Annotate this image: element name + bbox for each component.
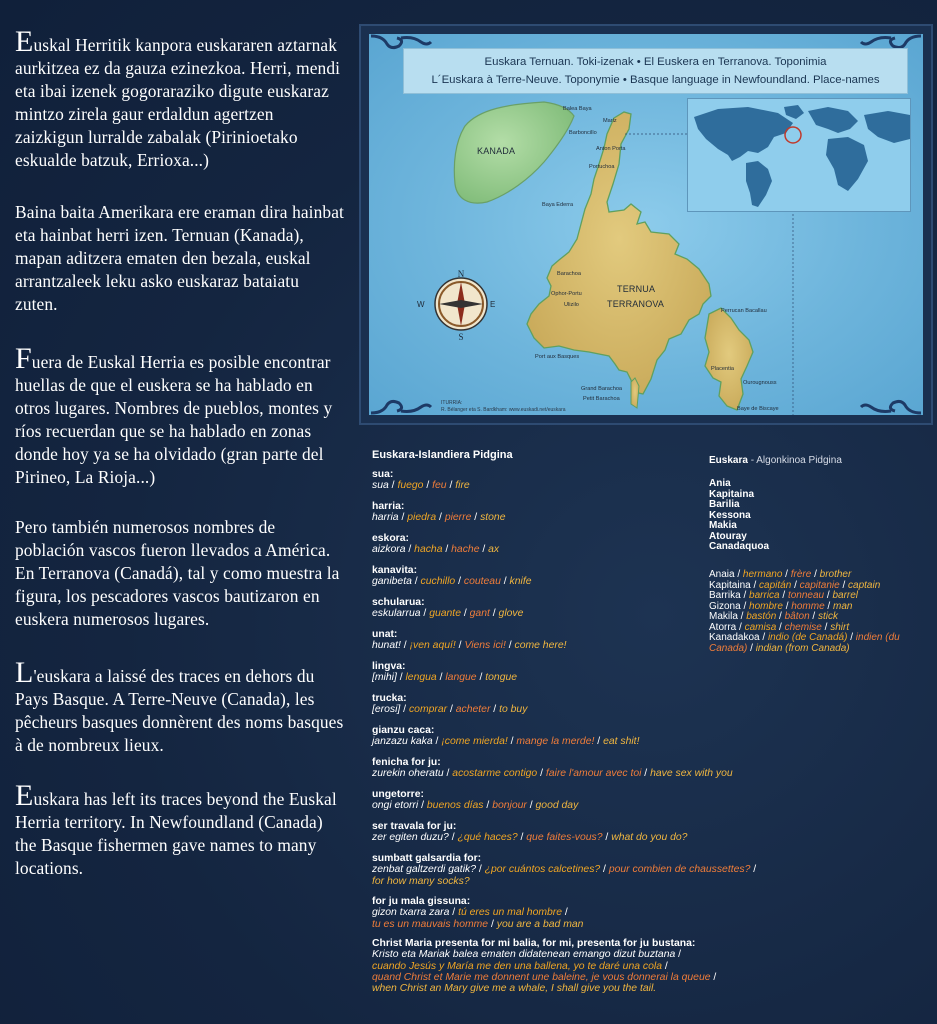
lex-word: eskora:	[372, 533, 409, 544]
lex-translations	[372, 864, 772, 887]
lex-word: for ju mala gissuna:	[372, 896, 471, 907]
algonquin-eu: Gizona	[709, 600, 741, 612]
lex-fr: bonjour	[492, 800, 527, 812]
separator: /	[594, 736, 604, 748]
compass-n: N	[457, 269, 465, 279]
lex-es: buenos días	[426, 800, 484, 812]
lex-eu: [erosi]	[372, 704, 401, 716]
lex-es: lengua	[405, 672, 437, 684]
place-placentia: Placentia	[711, 366, 735, 372]
separator: /	[447, 704, 456, 716]
separator: /	[396, 672, 406, 684]
lex-entry	[372, 693, 772, 716]
lex-entry	[372, 821, 772, 844]
algonquin-en: shirt	[830, 621, 850, 633]
place-balea-baya: Balea Baya	[563, 106, 592, 112]
separator: /	[740, 600, 750, 612]
algonquin-eu: Anaia	[709, 569, 735, 580]
separator: /	[710, 971, 717, 983]
lex-fr: quand Christ et Marie me donnent une baleine, je vous donnerai la queue	[372, 971, 711, 983]
place-petit-barachoa: Petit Barachoa	[583, 396, 620, 402]
lex-en: eat shit!	[603, 736, 640, 748]
separator: /	[479, 544, 489, 556]
separator: /	[779, 590, 788, 601]
lex-fr: hache	[451, 544, 480, 556]
intro-text-column	[15, 25, 345, 913]
algonquin-word: Makia	[709, 520, 737, 531]
separator: /	[471, 512, 481, 524]
separator: /	[475, 864, 485, 876]
separator: /	[443, 768, 453, 780]
separator: /	[460, 608, 470, 620]
lex-translations	[372, 832, 772, 843]
separator: /	[782, 600, 792, 612]
lex-word: kanavita:	[372, 565, 418, 576]
paragraph-french	[15, 656, 345, 757]
paragraph-text: uskara has left its traces beyond the Euskal Herria territory. In Newfoundland (Canada) the Basque fishermen gave names to many locations.	[15, 789, 337, 878]
lex-es: fuego	[397, 480, 424, 492]
lex-en: to buy	[499, 704, 528, 716]
lex-fr: que faites-vous?	[526, 832, 603, 844]
lex-entry	[372, 757, 772, 780]
lex-en: fire	[455, 480, 470, 492]
separator: /	[811, 569, 820, 580]
compass-rose-icon	[429, 268, 496, 342]
drop-cap: E	[15, 25, 34, 58]
algonquin-word-list	[709, 479, 769, 553]
separator: /	[759, 632, 768, 643]
separator: /	[747, 642, 756, 654]
place-baya-ederra: Baya Ederra	[542, 202, 574, 208]
lex-translations	[372, 704, 772, 715]
lex-eu: sua	[372, 480, 389, 492]
map-source: ITURRIA: R. Bélanger eta S. Bardkham: www.euskadi.net/euskara	[441, 400, 566, 413]
separator: /	[388, 480, 398, 492]
algonquin-fr: indien (du Canada)	[709, 632, 900, 654]
map-title-line-1: Euskara Ternuan. Toki-izenak • El Euskera en Terranova. Toponimia	[484, 56, 827, 68]
lex-fr: mange la merde!	[516, 736, 595, 748]
lex-entry	[372, 789, 772, 812]
separator: /	[483, 800, 493, 812]
separator: /	[824, 600, 833, 612]
lex-eu: ganibeta	[372, 576, 412, 588]
separator: /	[488, 918, 497, 930]
region-label-kanada: KANADA	[477, 146, 516, 156]
lex-entry	[372, 896, 772, 930]
lex-word: schularua:	[372, 597, 425, 608]
lex-fr: pierre	[444, 512, 472, 524]
algonquin-en: captain	[848, 579, 881, 591]
separator: /	[490, 704, 500, 716]
algonquin-en: indian (from Canada)	[755, 642, 850, 654]
separator: /	[476, 672, 486, 684]
lex-eu: ongi etorri	[372, 800, 419, 812]
lex-translations	[372, 768, 772, 779]
separator: /	[562, 907, 568, 919]
world-inset-map	[687, 98, 911, 212]
algonquin-es: camisa	[744, 621, 777, 633]
algonquin-es: capitán	[759, 579, 792, 591]
lex-en: glove	[498, 608, 524, 620]
lex-fr: acheter	[455, 704, 491, 716]
lex-word: Christ Maria presenta for mi balia, for mi, presenta for ju bustana:	[372, 938, 696, 949]
algonquin-es: barrica	[749, 590, 780, 601]
place-anton-porta: Anton Porta	[596, 146, 626, 152]
lex-es: guante	[429, 608, 461, 620]
drop-cap: L	[15, 656, 34, 689]
lex-es: ¿por cuántos calcetines?	[484, 864, 601, 876]
algonquin-word: Barilia	[709, 499, 740, 510]
place-perrucan-bacallau: Perrucan Bacallau	[721, 308, 767, 314]
lex-eu: eskularrua	[372, 608, 421, 620]
separator: /	[847, 632, 856, 643]
lex-fr: tu es un mauvais homme	[372, 918, 489, 930]
newfoundland-map	[359, 24, 933, 425]
place-mariz: Mariz	[603, 118, 617, 124]
separator: /	[821, 621, 831, 633]
separator: /	[507, 736, 517, 748]
separator: /	[411, 576, 421, 588]
lex-word: gianzu caca:	[372, 725, 435, 736]
lex-eu: janzazu kaka	[372, 736, 433, 748]
paragraph-text: 'euskara a laissé des traces en dehors du Pays Basque. A Terre-Neuve (Canada), les pêcheurs basques donnèrent des noms basques à de nombreux lieux.	[15, 666, 344, 755]
paragraph-text: uskal Herritik kanpora euskararen aztarnak aurkitzea ez da gauza ezinezkoa. Herri, mendi eta ibai izenek gogoraraziko digute euskaraz mintzo zirela gaur erdaldun agertzen zaizkigun lurralde zabalak (Pirinioetako eskualde batzuk, Errioxa...)	[15, 35, 341, 170]
separator: /	[436, 512, 445, 524]
lex-es: cuando Jesús y María me den una ballena, yo te daré una cola	[372, 960, 662, 972]
algonquin-eu: Makila	[709, 611, 738, 622]
separator: /	[809, 611, 818, 622]
algonquin-es: hermano	[742, 569, 783, 580]
lex-eu: Kristo eta Mariak balea ematen didatenean emango dizut buztana	[372, 949, 676, 961]
algonquin-fr: chemise	[784, 621, 822, 633]
separator: /	[641, 768, 651, 780]
separator: /	[776, 611, 785, 622]
lex-word: sua:	[372, 469, 394, 480]
separator: /	[737, 611, 747, 622]
lex-en: ax	[488, 544, 500, 556]
separator: /	[750, 864, 757, 876]
algonquin-word: Canadaquoa	[709, 541, 770, 552]
separator: /	[446, 480, 456, 492]
lex-fr: gant	[469, 608, 490, 620]
place-baye-de-biscaye: Baye de Biscaye	[737, 406, 779, 412]
lex-entry	[372, 661, 772, 684]
region-label-terranova: TERRANOVA	[607, 299, 665, 309]
separator: /	[448, 832, 458, 844]
lex-entry	[372, 725, 772, 748]
lex-es: ¡come mierda!	[441, 736, 508, 748]
lex-eu: harria	[372, 512, 399, 524]
separator: /	[839, 579, 849, 591]
icelandic-pidgin-title: Euskara-Islandiera Pidgina	[372, 449, 513, 461]
separator: /	[455, 640, 465, 652]
lex-en: have sex with you	[650, 768, 733, 780]
lex-en: you are a bad man	[496, 918, 584, 930]
lex-word: harria:	[372, 501, 405, 512]
separator: /	[740, 590, 750, 601]
lex-eu: zenbat galtzerdi gatik?	[372, 864, 476, 876]
algonquin-word: Atouray	[709, 530, 747, 542]
lex-es: piedra	[407, 512, 437, 524]
lex-word: lingva:	[372, 661, 406, 672]
lex-es: ¿qué haces?	[457, 832, 518, 844]
algonquin-en: man	[832, 600, 853, 612]
separator: /	[517, 832, 527, 844]
lex-en: what do you do?	[611, 832, 688, 844]
lex-word: ser travala for ju:	[372, 821, 457, 832]
map-title-line-2: L´Euskara à Terre-Neuve. Toponymie • Basque language in Newfoundland. Place-names	[431, 74, 880, 86]
lex-word: unat:	[372, 629, 398, 640]
lex-en: when Christ an Mary give me a whale, I shall give you the tail.	[372, 983, 657, 995]
lex-eu: [mihi]	[372, 672, 397, 684]
algonquin-word: Kapitaina	[709, 488, 755, 500]
lex-es: ¡ven aquí!	[409, 640, 456, 652]
lex-en: knife	[509, 576, 532, 588]
map-title-box	[403, 48, 908, 94]
compass-e: E	[490, 300, 496, 309]
burin-tip	[631, 378, 639, 408]
separator: /	[675, 949, 682, 961]
drop-cap: E	[15, 779, 34, 812]
separator: /	[418, 800, 427, 812]
region-label-ternua: TERNUA	[617, 284, 656, 294]
place-ourougnouss: Ourougnouss	[743, 380, 777, 386]
lex-eu: aizkora	[372, 544, 406, 556]
lex-es: comprar	[408, 704, 448, 716]
paragraph-euskara-1	[15, 25, 345, 172]
lex-word: fenicha for ju:	[372, 757, 441, 768]
separator: /	[398, 512, 408, 524]
separator: /	[526, 800, 536, 812]
lex-fr: pour combien de chaussettes?	[608, 864, 751, 876]
separator: /	[791, 579, 800, 591]
algonquin-fr: homme	[791, 600, 825, 612]
lex-en: for how many socks?	[372, 875, 470, 887]
separator: /	[736, 621, 745, 633]
separator: /	[824, 590, 833, 601]
algonquin-eu: Atorra	[709, 621, 737, 633]
lex-translations	[372, 800, 772, 811]
algonquin-es: indio (de Canadá)	[767, 632, 848, 643]
map-sea	[369, 34, 923, 415]
separator: /	[661, 960, 668, 972]
compass-w: W	[417, 300, 425, 309]
lex-en: tongue	[485, 672, 518, 684]
algonquin-eu: Kapitaina	[709, 579, 751, 591]
paragraph-spanish-2: Pero también numerosos nombres de población vascos fueron llevados a América. En Terranova (Canadá), tal y como muestra la figura, los pescadores vascos bautizaron en euskera numerosos lugares.	[15, 517, 340, 629]
place-port-aux-basques: Port aux Basques	[535, 354, 580, 360]
lex-word: trucka:	[372, 693, 407, 704]
lex-translations	[372, 672, 772, 683]
algonquin-es: hombre	[749, 600, 783, 612]
separator: /	[455, 576, 464, 588]
place-grand-barachoa: Grand Barachoa	[581, 386, 623, 392]
separator: /	[734, 569, 743, 580]
separator: /	[505, 640, 515, 652]
separator: /	[602, 832, 612, 844]
separator: /	[782, 569, 791, 580]
algonquin-fr: bâton	[784, 611, 810, 622]
algonquin-fr: tonneau	[787, 590, 825, 601]
algonquin-eu: Kanadakoa	[709, 632, 760, 643]
lex-es: acostarme contigo	[452, 768, 538, 780]
lex-entry	[372, 938, 772, 994]
world-map-icon	[688, 99, 910, 211]
separator: /	[500, 576, 510, 588]
lex-es: cuchillo	[420, 576, 456, 588]
drop-cap: F	[15, 342, 32, 375]
separator: /	[776, 621, 785, 633]
compass-s: S	[458, 332, 464, 342]
lex-en: good day	[535, 800, 579, 812]
lex-es: hacha	[414, 544, 443, 556]
algonquin-en: barrel	[832, 590, 859, 601]
place-barboncillo: Barboncillo	[569, 130, 597, 136]
algonquin-es: bastón	[746, 611, 777, 622]
lex-en: come here!	[514, 640, 567, 652]
lex-eu: zer egiten duzu?	[372, 832, 449, 844]
lex-eu: zurekin oheratu	[372, 768, 444, 780]
separator: /	[436, 672, 446, 684]
separator: /	[489, 608, 499, 620]
lex-fr: feu	[432, 480, 447, 492]
lex-fr: faire l'amour avec toi	[545, 768, 642, 780]
place-barachoa: Barachoa	[557, 271, 581, 277]
lex-es: tú eres un mal hombre	[458, 907, 563, 919]
algonquin-word: Ania	[709, 478, 731, 489]
algonquin-pidgin-title: Euskara - Algonkinoa Pidgina	[709, 455, 842, 466]
algonquin-word: Kessona	[709, 509, 751, 521]
separator: /	[420, 608, 430, 620]
algonquin-eu: Barrika	[709, 590, 741, 601]
lex-translations	[372, 736, 772, 747]
place-ulizilo: Ulizilo	[564, 302, 579, 308]
lex-translations	[372, 907, 772, 930]
lex-word: sumbatt galsardia for:	[372, 853, 482, 864]
lex-fr: langue	[445, 672, 477, 684]
ornament-corner-icon	[859, 397, 923, 415]
lex-fr: couteau	[463, 576, 501, 588]
paragraph-euskara-2: Baina baita Amerikara ere eraman dira hainbat eta hainbat herri izen. Ternuan (Kanada), mapan aditzera ematen den bezala, euskal arrantzaleek leku asko euskaraz bataiatu zuten.	[15, 202, 344, 314]
algonquin-en: brother	[819, 569, 852, 580]
lex-entry	[372, 853, 772, 887]
separator: /	[442, 544, 452, 556]
separator: /	[750, 579, 760, 591]
separator: /	[400, 640, 410, 652]
lex-eu: gizon txarra zara	[372, 907, 450, 919]
ornament-corner-icon	[369, 397, 433, 415]
paragraph-text: uera de Euskal Herria es posible encontrar huellas de que el euskera se ha hablado en otros lugares. Nombres de pueblos, montes y ríos recuerdan que se ha hablado en zonas donde hoy ya se ha olvidado (gran parte del Pirineo, La Rioja...)	[15, 352, 333, 487]
separator: /	[400, 704, 409, 716]
paragraph-spanish-1	[15, 342, 345, 489]
separator: /	[405, 544, 415, 556]
avalon-peninsula	[705, 308, 753, 410]
algonquin-fr: frère	[790, 569, 812, 580]
paragraph-english	[15, 779, 345, 880]
separator: /	[449, 907, 459, 919]
separator: /	[600, 864, 609, 876]
algonquin-fr: capitanie	[799, 579, 840, 591]
lex-word: ungetorre:	[372, 789, 424, 800]
separator: /	[537, 768, 546, 780]
place-ophor-portu: Ophor-Portu	[551, 291, 582, 297]
lex-en: stone	[480, 512, 506, 524]
separator: /	[432, 736, 442, 748]
newfoundland-island	[527, 112, 711, 394]
lex-translations	[372, 949, 772, 994]
algonquin-row	[709, 633, 919, 654]
lex-fr: Viens ici!	[464, 640, 506, 652]
separator: /	[423, 480, 433, 492]
algonquin-translation-list	[709, 570, 919, 654]
lex-eu: hunat!	[372, 640, 401, 652]
place-portuchoa: Portuchoa	[589, 164, 615, 170]
algonquin-en: stick	[818, 611, 838, 622]
